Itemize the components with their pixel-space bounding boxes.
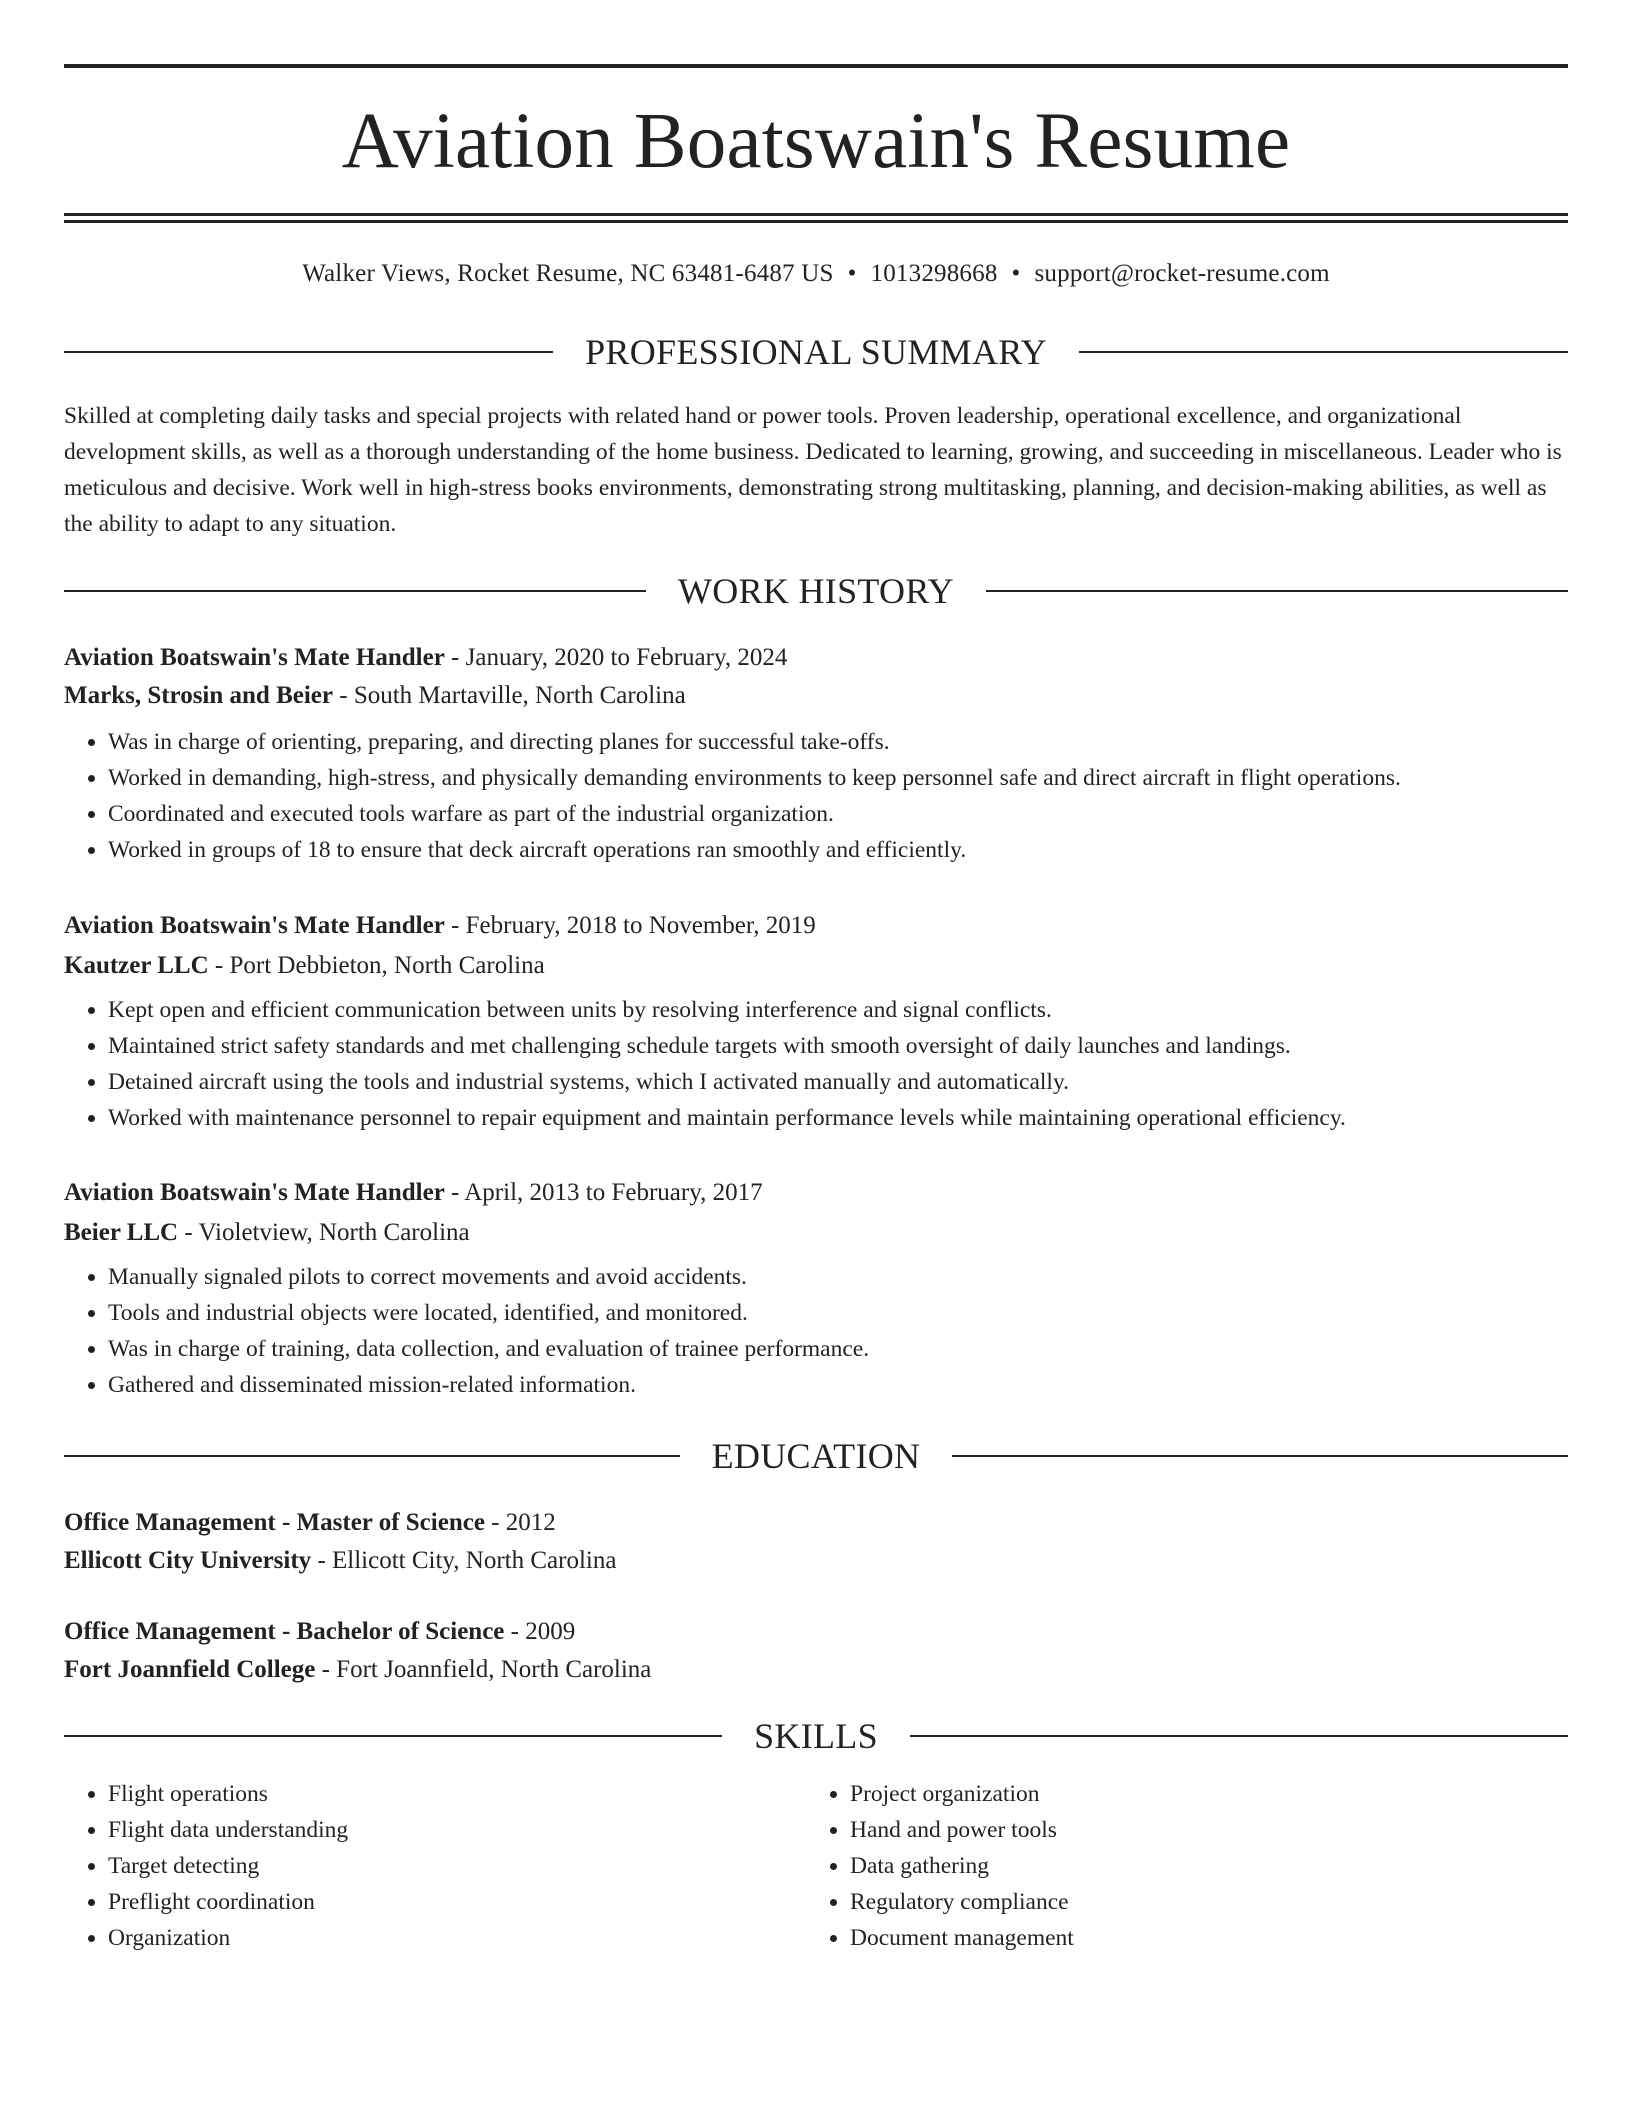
skill-item: • Flight data understanding	[108, 1812, 806, 1848]
skill-item: • Hand and power tools	[850, 1812, 1548, 1848]
skill-item: • Preflight coordination	[108, 1884, 806, 1920]
job-entry	[64, 645, 1568, 868]
skill-item: • Project organization	[850, 1776, 1548, 1812]
job-dates: - April, 2013 to February, 2017	[444, 1179, 763, 1206]
heading-rule-right	[986, 590, 1568, 592]
job-company-line	[64, 1220, 1568, 1245]
education-degree-line	[64, 1619, 1568, 1644]
heading-rule-right	[1079, 351, 1568, 353]
job-title-line	[64, 645, 1568, 670]
job-bullet: • Manually signaled pilots to correct movements and avoid accidents.	[108, 1259, 1568, 1295]
skills-heading-label: SKILLS	[754, 1716, 878, 1756]
education-section	[64, 1438, 1568, 1474]
job-bullet: • Worked in demanding, high-stress, and physically demanding environments to keep personnel safe and direct aircraft in flight operations.	[108, 760, 1568, 796]
heading-rule-left	[64, 351, 553, 353]
heading-rule-right	[910, 1735, 1568, 1737]
work-history-heading	[64, 573, 1568, 609]
work-history-heading-label: WORK HISTORY	[678, 571, 954, 611]
education-entry	[64, 1619, 1568, 1682]
top-rule	[64, 64, 1568, 68]
skill-item: • Regulatory compliance	[850, 1884, 1548, 1920]
job-bullet: • Maintained strict safety standards and met challenging schedule targets with smooth oversight of daily launches and landings.	[108, 1028, 1568, 1064]
job-location: - Violetview, North Carolina	[178, 1219, 470, 1246]
job-dates: - January, 2020 to February, 2024	[444, 644, 788, 671]
job-title: Aviation Boatswain's Mate Handler	[64, 644, 445, 671]
job-bullets	[64, 1259, 1568, 1403]
contact-address: Walker Views, Rocket Resume, NC 63481-6487 US	[302, 260, 834, 287]
job-company-line	[64, 953, 1568, 978]
contact-separator: •	[847, 260, 857, 287]
job-company-line	[64, 683, 1568, 708]
heading-rule-left	[64, 1455, 680, 1457]
education-heading-label: EDUCATION	[711, 1436, 921, 1476]
skill-item: • Data gathering	[850, 1848, 1548, 1884]
job-bullets	[64, 992, 1568, 1136]
education-school: Ellicott City University	[64, 1547, 312, 1574]
job-bullet: • Gathered and disseminated mission-related information.	[108, 1367, 1568, 1403]
job-bullet: • Was in charge of training, data collection, and evaluation of trainee performance.	[108, 1331, 1568, 1367]
skills-list-right	[806, 1776, 1548, 1956]
summary-heading	[64, 334, 1568, 370]
job-location: - Port Debbieton, North Carolina	[208, 952, 545, 979]
job-company: Marks, Strosin and Beier	[64, 682, 333, 709]
skill-item: • Document management	[850, 1920, 1548, 1956]
contact-phone: 1013298668	[870, 260, 998, 287]
summary-section	[64, 334, 1568, 542]
education-school: Fort Joannfield College	[64, 1656, 316, 1683]
summary-text: Skilled at completing daily tasks and special projects with related hand or power tools. Proven leadership, operational excellence, and organizational development skills, as well as a thorough understanding of the home business. Dedicated to learning, growing, and succeeding in miscellaneous. Leader who is meticulous and decisive. Work well in high-stress books environments, demonstrating strong multitasking, planning, and decision-making abilities, as well as the ability to adapt to any situation.	[64, 403, 1562, 537]
job-entry	[64, 1180, 1568, 1403]
education-location: - Fort Joannfield, North Carolina	[315, 1656, 652, 1683]
title-double-rule	[64, 213, 1568, 223]
job-bullet: • Worked with maintenance personnel to repair equipment and maintain performance levels while maintaining operational efficiency.	[108, 1100, 1568, 1136]
education-degree: Office Management - Master of Science	[64, 1509, 485, 1536]
contact-line	[64, 261, 1568, 286]
job-bullets	[64, 724, 1568, 868]
job-company: Kautzer LLC	[64, 952, 209, 979]
skills-list-left	[64, 1776, 806, 1956]
job-entry	[64, 913, 1568, 1136]
skills-heading	[64, 1718, 1568, 1754]
job-company: Beier LLC	[64, 1219, 179, 1246]
job-title-line	[64, 913, 1568, 938]
skill-item: • Organization	[108, 1920, 806, 1956]
contact-separator: •	[1011, 260, 1021, 287]
job-bullet: • Was in charge of orienting, preparing, and directing planes for successful take-offs.	[108, 724, 1568, 760]
education-year: - 2012	[484, 1509, 556, 1536]
job-bullet: • Tools and industrial objects were located, identified, and monitored.	[108, 1295, 1568, 1331]
education-school-line	[64, 1657, 1568, 1682]
education-school-line	[64, 1548, 1568, 1573]
education-location: - Ellicott City, North Carolina	[311, 1547, 617, 1574]
education-entry	[64, 1510, 1568, 1573]
skills-columns	[64, 1776, 1568, 1956]
skill-item: • Target detecting	[108, 1848, 806, 1884]
job-title: Aviation Boatswain's Mate Handler	[64, 1179, 445, 1206]
job-title-line	[64, 1180, 1568, 1205]
job-title: Aviation Boatswain's Mate Handler	[64, 912, 445, 939]
job-bullet: • Detained aircraft using the tools and industrial systems, which I activated manually and automatically.	[108, 1064, 1568, 1100]
contact-email: support@rocket-resume.com	[1034, 260, 1330, 287]
job-bullet: • Kept open and efficient communication between units by resolving interference and signal conflicts.	[108, 992, 1568, 1028]
heading-rule-left	[64, 1735, 722, 1737]
work-history-section	[64, 573, 1568, 609]
education-degree-line	[64, 1510, 1568, 1535]
job-dates: - February, 2018 to November, 2019	[444, 912, 816, 939]
job-bullet: • Worked in groups of 18 to ensure that deck aircraft operations ran smoothly and efficiently.	[108, 832, 1568, 868]
resume-title: Aviation Boatswain's Resume	[341, 98, 1291, 185]
education-degree: Office Management - Bachelor of Science	[64, 1618, 505, 1645]
summary-heading-label: PROFESSIONAL SUMMARY	[585, 332, 1047, 372]
skill-item: • Flight operations	[108, 1776, 806, 1812]
education-heading	[64, 1438, 1568, 1474]
skills-section	[64, 1718, 1568, 1956]
education-year: - 2009	[504, 1618, 576, 1645]
job-location: - South Martaville, North Carolina	[333, 682, 686, 709]
job-bullet: • Coordinated and executed tools warfare as part of the industrial organization.	[108, 796, 1568, 832]
heading-rule-right	[952, 1455, 1568, 1457]
heading-rule-left	[64, 590, 646, 592]
